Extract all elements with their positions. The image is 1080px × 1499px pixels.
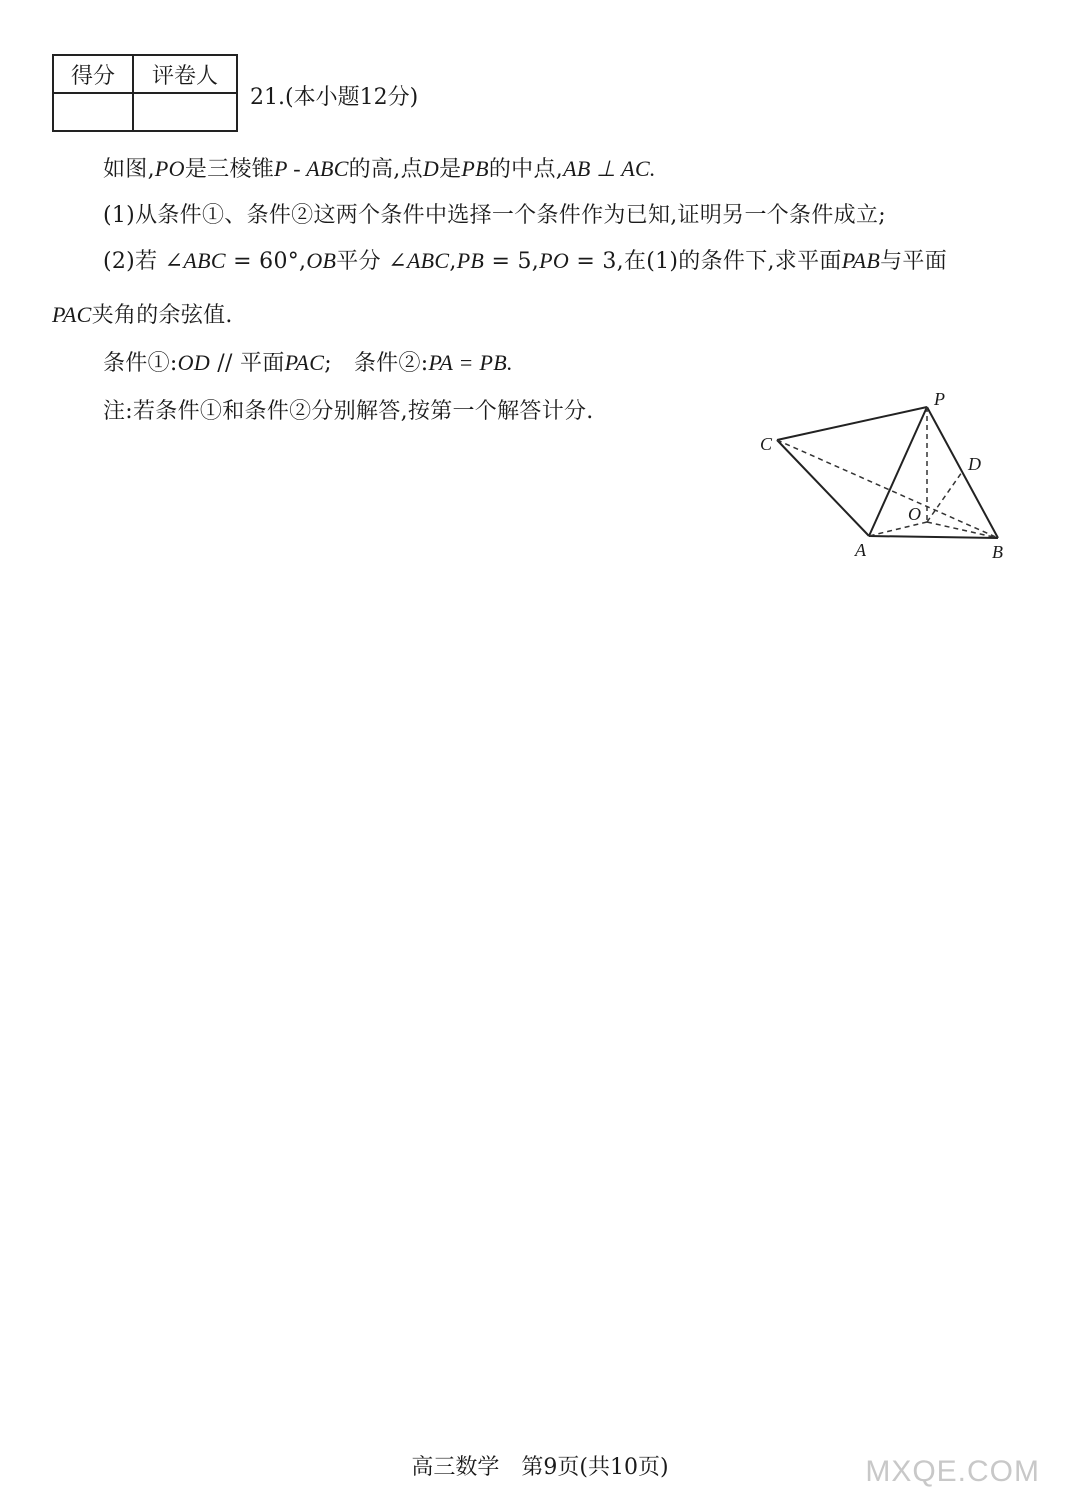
intro-text: 的高,点 [348, 157, 423, 182]
segment-ob [927, 522, 998, 538]
pyramid-figure [750, 385, 1040, 570]
part-2-line2 [52, 298, 233, 329]
score-cell[interactable] [53, 93, 133, 131]
part2-math: PAB [841, 248, 881, 273]
intro-text: 如图, [103, 157, 155, 182]
condition-2-math: PA = PB. [428, 350, 513, 375]
label-b: B [992, 542, 1003, 562]
part-1: (1)从条件①、条件②这两个条件中选择一个条件作为已知,证明另一个条件成立; [103, 203, 886, 228]
label-c: C [760, 434, 773, 454]
conditions [103, 346, 513, 377]
grader-cell[interactable] [133, 93, 237, 131]
condition-1-label: 条件①: [103, 351, 178, 376]
edge-pb [927, 407, 998, 538]
question-intro [103, 152, 656, 183]
condition-1-text: // 平面 [210, 351, 285, 376]
part2-text: = 3,在(1)的条件下,求平面 [569, 249, 842, 274]
score-table [52, 54, 238, 132]
intro-math-po: PO [154, 156, 185, 181]
edge-cp [777, 407, 927, 440]
grader-header: 评卷人 [133, 55, 237, 93]
part2-math: PB [456, 248, 485, 273]
intro-text: 的中点, [488, 157, 564, 182]
intro-math-pabc: P - ABC [274, 156, 349, 181]
part2-math: ABC [183, 248, 226, 273]
part2-math: PAC [52, 302, 92, 327]
intro-math-perp: AB ⊥ AC. [563, 156, 656, 181]
note: 注:若条件①和条件②分别解答,按第一个解答计分. [103, 399, 594, 424]
intro-text: 是 [439, 157, 462, 182]
segment-oa [869, 522, 927, 536]
page-footer: 高三数学 第9页(共10页) [411, 1455, 669, 1480]
watermark: MXQE.COM [865, 1455, 1040, 1488]
intro-math-pb: PB [461, 156, 489, 181]
label-a: A [855, 540, 866, 560]
part2-text: 与平面 [880, 249, 947, 274]
part2-math: ABC [406, 248, 450, 273]
part2-text: (2)若 ∠ [103, 249, 184, 274]
condition-1-math: PAC [284, 350, 325, 375]
label-o: O [908, 504, 921, 524]
part2-text: = 5, [484, 249, 540, 274]
edge-ab [869, 536, 998, 538]
condition-2-label: ; 条件②: [324, 351, 429, 376]
edge-cb-hidden [777, 440, 998, 538]
intro-math-d: D [422, 156, 440, 181]
part-2-line1 [103, 244, 947, 275]
part2-text: , [449, 249, 457, 274]
question-heading: 21.(本小题12分) [250, 85, 419, 110]
edge-ca [777, 440, 869, 536]
part2-text: = 60°, [225, 249, 307, 274]
part2-math: OB [306, 248, 337, 273]
label-d: D [968, 454, 981, 474]
label-p: P [934, 389, 945, 409]
intro-text: 是三棱锥 [184, 157, 275, 182]
part2-text: 平分 ∠ [336, 249, 407, 274]
score-header: 得分 [53, 55, 133, 93]
part2-math: PO [539, 248, 570, 273]
condition-1-math: OD [177, 350, 211, 375]
part2-text: 夹角的余弦值. [91, 303, 233, 328]
